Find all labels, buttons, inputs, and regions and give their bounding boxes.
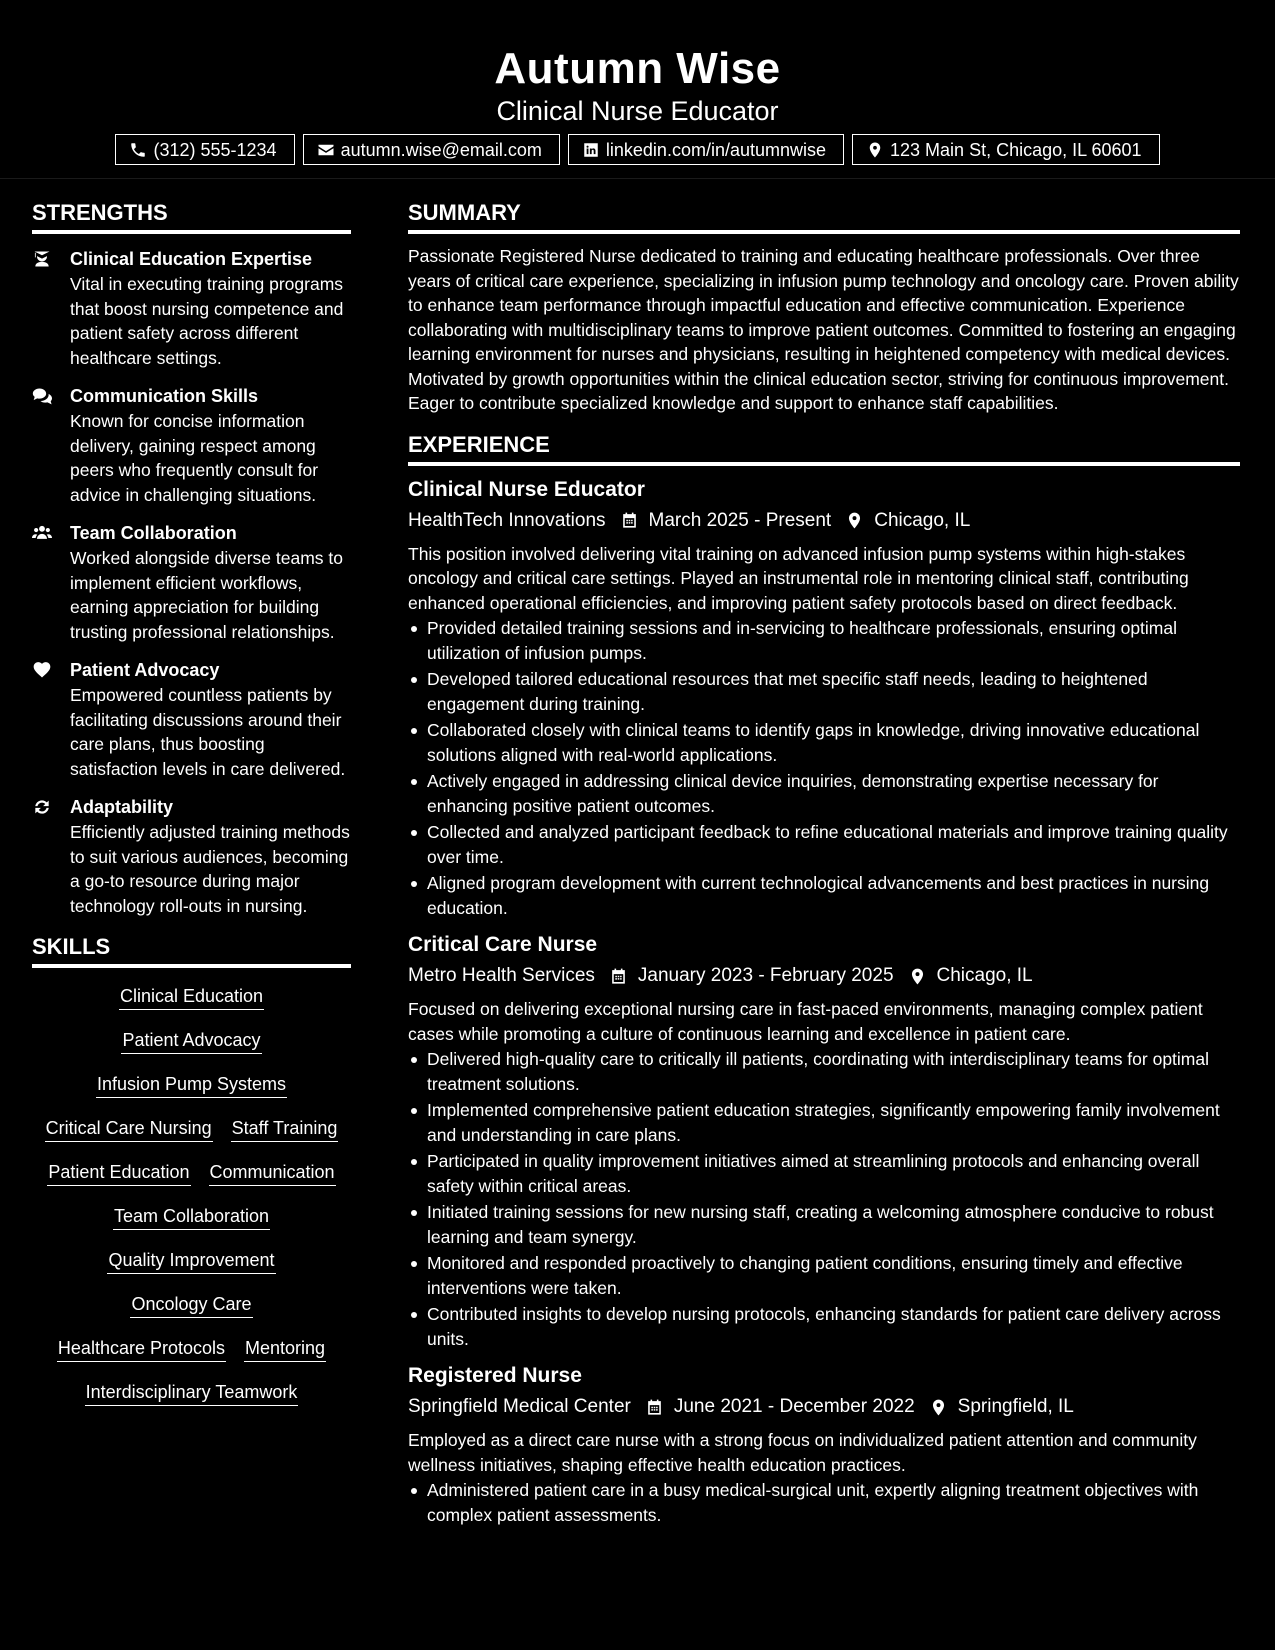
strengths-heading: STRENGTHS (32, 198, 351, 234)
resume-header (0, 0, 1275, 179)
phone-icon (129, 141, 147, 159)
job-entry (408, 475, 1240, 921)
job-meta (408, 1392, 1240, 1422)
job-title: Registered Nurse (408, 1364, 582, 1387)
calendar-icon (620, 511, 639, 530)
map-marker-icon (845, 511, 864, 530)
summary-text: Passionate Registered Nurse dedicated to training and educating healthcare professionals. Over three years of critical care experience, specializing in infusion pump technology and oncology care. Proven ability to enhance team performance through impactful education and effective communication. Experience collaborating with multidisciplinary teams to improve patient outcomes. Committed to fostering an engaging learning environment for nurses and physicians, resulting in heightened competency with medical devices. Motivated by growth opportunities within the clinical education sector, striving for continuous improvement. Eager to contribute specialized knowledge and support to enhance staff capabilities. (408, 246, 1239, 413)
job-meta (408, 961, 1240, 991)
strength-item (32, 520, 351, 644)
strength-desc: Empowered countless patients by facilitating discussions around their care plans, thus boosting satisfaction levels in care delivered. (70, 685, 346, 779)
skills-heading: SKILLS (32, 932, 351, 968)
summary-heading: SUMMARY (408, 198, 1240, 234)
skills-list (32, 976, 351, 1416)
refresh-icon (32, 797, 52, 817)
job-location: Chicago, IL (936, 965, 1033, 986)
envelope-icon (317, 141, 335, 159)
skill-tag: Oncology Care (130, 1291, 252, 1318)
skill-tag: Interdisciplinary Teamwork (85, 1379, 299, 1406)
graduation-cap-icon (32, 249, 52, 269)
list-item: Monitored and responded proactively to changing patient conditions, ensuring timely and effective interventions were taken. (408, 1251, 1240, 1300)
strength-desc: Efficiently adjusted training methods to suit various audiences, becoming a go-to resource during major technology roll-outs in nursing. (70, 822, 350, 916)
map-marker-icon (866, 141, 884, 159)
calendar-icon (609, 967, 628, 986)
strength-title: Clinical Education Expertise (70, 249, 313, 269)
strength-item (32, 794, 351, 918)
list-item: Initiated training sessions for new nursing staff, creating a welcoming atmosphere conducive to robust learning and team synergy. (408, 1200, 1240, 1249)
users-icon (32, 523, 52, 543)
contact-address[interactable] (852, 134, 1160, 165)
skill-tag: Staff Training (231, 1115, 339, 1142)
job-location: Chicago, IL (874, 509, 971, 531)
skill-tag: Critical Care Nursing (45, 1115, 213, 1142)
contact-email[interactable] (303, 134, 560, 165)
strength-title: Patient Advocacy (70, 660, 220, 680)
list-item: Provided detailed training sessions and in-servicing to healthcare professionals, ensuring optimal utilization of infusion pumps. (408, 616, 1240, 665)
list-item: Participated in quality improvement initiatives aimed at streamlining protocols and enhancing overall safety within critical areas. (408, 1149, 1240, 1198)
job-title: Critical Care Nurse (408, 933, 598, 956)
job-company: Springfield Medical Center (408, 1396, 631, 1417)
strength-item (32, 383, 351, 507)
skill-tag: Quality Improvement (107, 1247, 275, 1274)
strength-item (32, 246, 351, 370)
linkedin-icon (582, 141, 600, 159)
skill-tag: Mentoring (244, 1335, 326, 1362)
candidate-name: Autumn Wise (494, 44, 781, 93)
candidate-title: Clinical Nurse Educator (496, 96, 779, 126)
job-dates: March 2025 - Present (648, 509, 832, 531)
job-entry (408, 930, 1240, 1351)
job-meta (408, 506, 1240, 536)
strength-item (32, 657, 351, 781)
map-marker-icon (908, 967, 927, 986)
strength-title: Communication Skills (70, 386, 259, 406)
skill-tag: Healthcare Protocols (57, 1335, 226, 1362)
skill-tag: Infusion Pump Systems (96, 1071, 287, 1098)
job-dates: June 2021 - December 2022 (673, 1396, 915, 1417)
job-description: Employed as a direct care nurse with a strong focus on individualized patient attention and community wellness initiatives, shaping effective health education practices. (408, 1430, 1197, 1475)
job-bullets (408, 1047, 1240, 1351)
list-item: Developed tailored educational resources that met specific staff needs, leading to heightened engagement during training. (408, 667, 1240, 716)
map-marker-icon (929, 1398, 948, 1417)
strength-desc: Worked alongside diverse teams to implement efficient workflows, earning appreciation for building trusting professional relationships. (70, 548, 344, 642)
strength-title: Adaptability (70, 797, 174, 817)
list-item: Collaborated closely with clinical teams to identify gaps in knowledge, driving innovative educational solutions aligned with real-world applications. (408, 718, 1240, 767)
job-company: HealthTech Innovations (408, 509, 606, 531)
contact-email-text: autumn.wise@email.com (340, 139, 542, 160)
contact-bar (0, 134, 1275, 165)
contact-address-text: 123 Main St, Chicago, IL 60601 (890, 139, 1142, 160)
skill-tag: Patient Advocacy (121, 1027, 261, 1054)
contact-linkedin[interactable] (568, 134, 844, 165)
list-item: Contributed insights to develop nursing protocols, enhancing standards for patient care delivery across units. (408, 1302, 1240, 1351)
job-description: Focused on delivering exceptional nursing care in fast-paced environments, managing complex patient cases while promoting a culture of continuous learning and excellence in patient care. (408, 999, 1203, 1044)
heart-icon (32, 660, 52, 680)
job-location: Springfield, IL (957, 1396, 1074, 1417)
skill-tag: Clinical Education (119, 983, 264, 1010)
job-title: Clinical Nurse Educator (408, 477, 645, 501)
list-item: Aligned program development with current technological advancements and best practices in nursing education. (408, 871, 1240, 920)
job-bullets (408, 1478, 1240, 1527)
calendar-icon (645, 1398, 664, 1417)
job-bullets (408, 616, 1240, 920)
strength-title: Team Collaboration (70, 523, 237, 543)
contact-linkedin-text: linkedin.com/in/autumnwise (605, 139, 827, 160)
list-item: Administered patient care in a busy medical-surgical unit, expertly aligning treatment objectives with complex patient assessments. (408, 1478, 1240, 1527)
right-column (408, 198, 1240, 1529)
skill-tag: Team Collaboration (113, 1203, 270, 1230)
list-item: Collected and analyzed participant feedback to refine educational materials and improve training quality over time. (408, 820, 1240, 869)
job-entry (408, 1361, 1240, 1527)
strength-desc: Vital in executing training programs that boost nursing competence and patient safety across different healthcare settings. (70, 274, 344, 368)
left-column (32, 198, 351, 1416)
contact-phone-text: (312) 555-1234 (153, 139, 277, 160)
job-description: This position involved delivering vital training on advanced infusion pump systems within high-stakes oncology and critical care settings. Played an instrumental role in mentoring clinical staff, contributing enhanced operational efficiencies, and improving patient safety protocols based on direct feedback. (408, 543, 1189, 613)
list-item: Actively engaged in addressing clinical device inquiries, demonstrating expertise necessary for enhancing positive patient outcomes. (408, 769, 1240, 818)
experience-heading: EXPERIENCE (408, 430, 1240, 466)
skill-tag: Patient Education (47, 1159, 190, 1186)
job-company: Metro Health Services (408, 965, 595, 986)
skill-tag: Communication (209, 1159, 336, 1186)
strength-desc: Known for concise information delivery, gaining respect among peers who frequently consult for advice in challenging situations. (70, 411, 319, 505)
job-dates: January 2023 - February 2025 (637, 965, 894, 986)
comments-icon (32, 386, 52, 406)
contact-phone[interactable] (115, 134, 294, 165)
list-item: Delivered high-quality care to critically ill patients, coordinating with interdisciplinary teams for optimal treatment solutions. (408, 1047, 1240, 1096)
strengths-list (32, 246, 351, 918)
list-item: Implemented comprehensive patient education strategies, significantly empowering family involvement and understanding in care plans. (408, 1098, 1240, 1147)
